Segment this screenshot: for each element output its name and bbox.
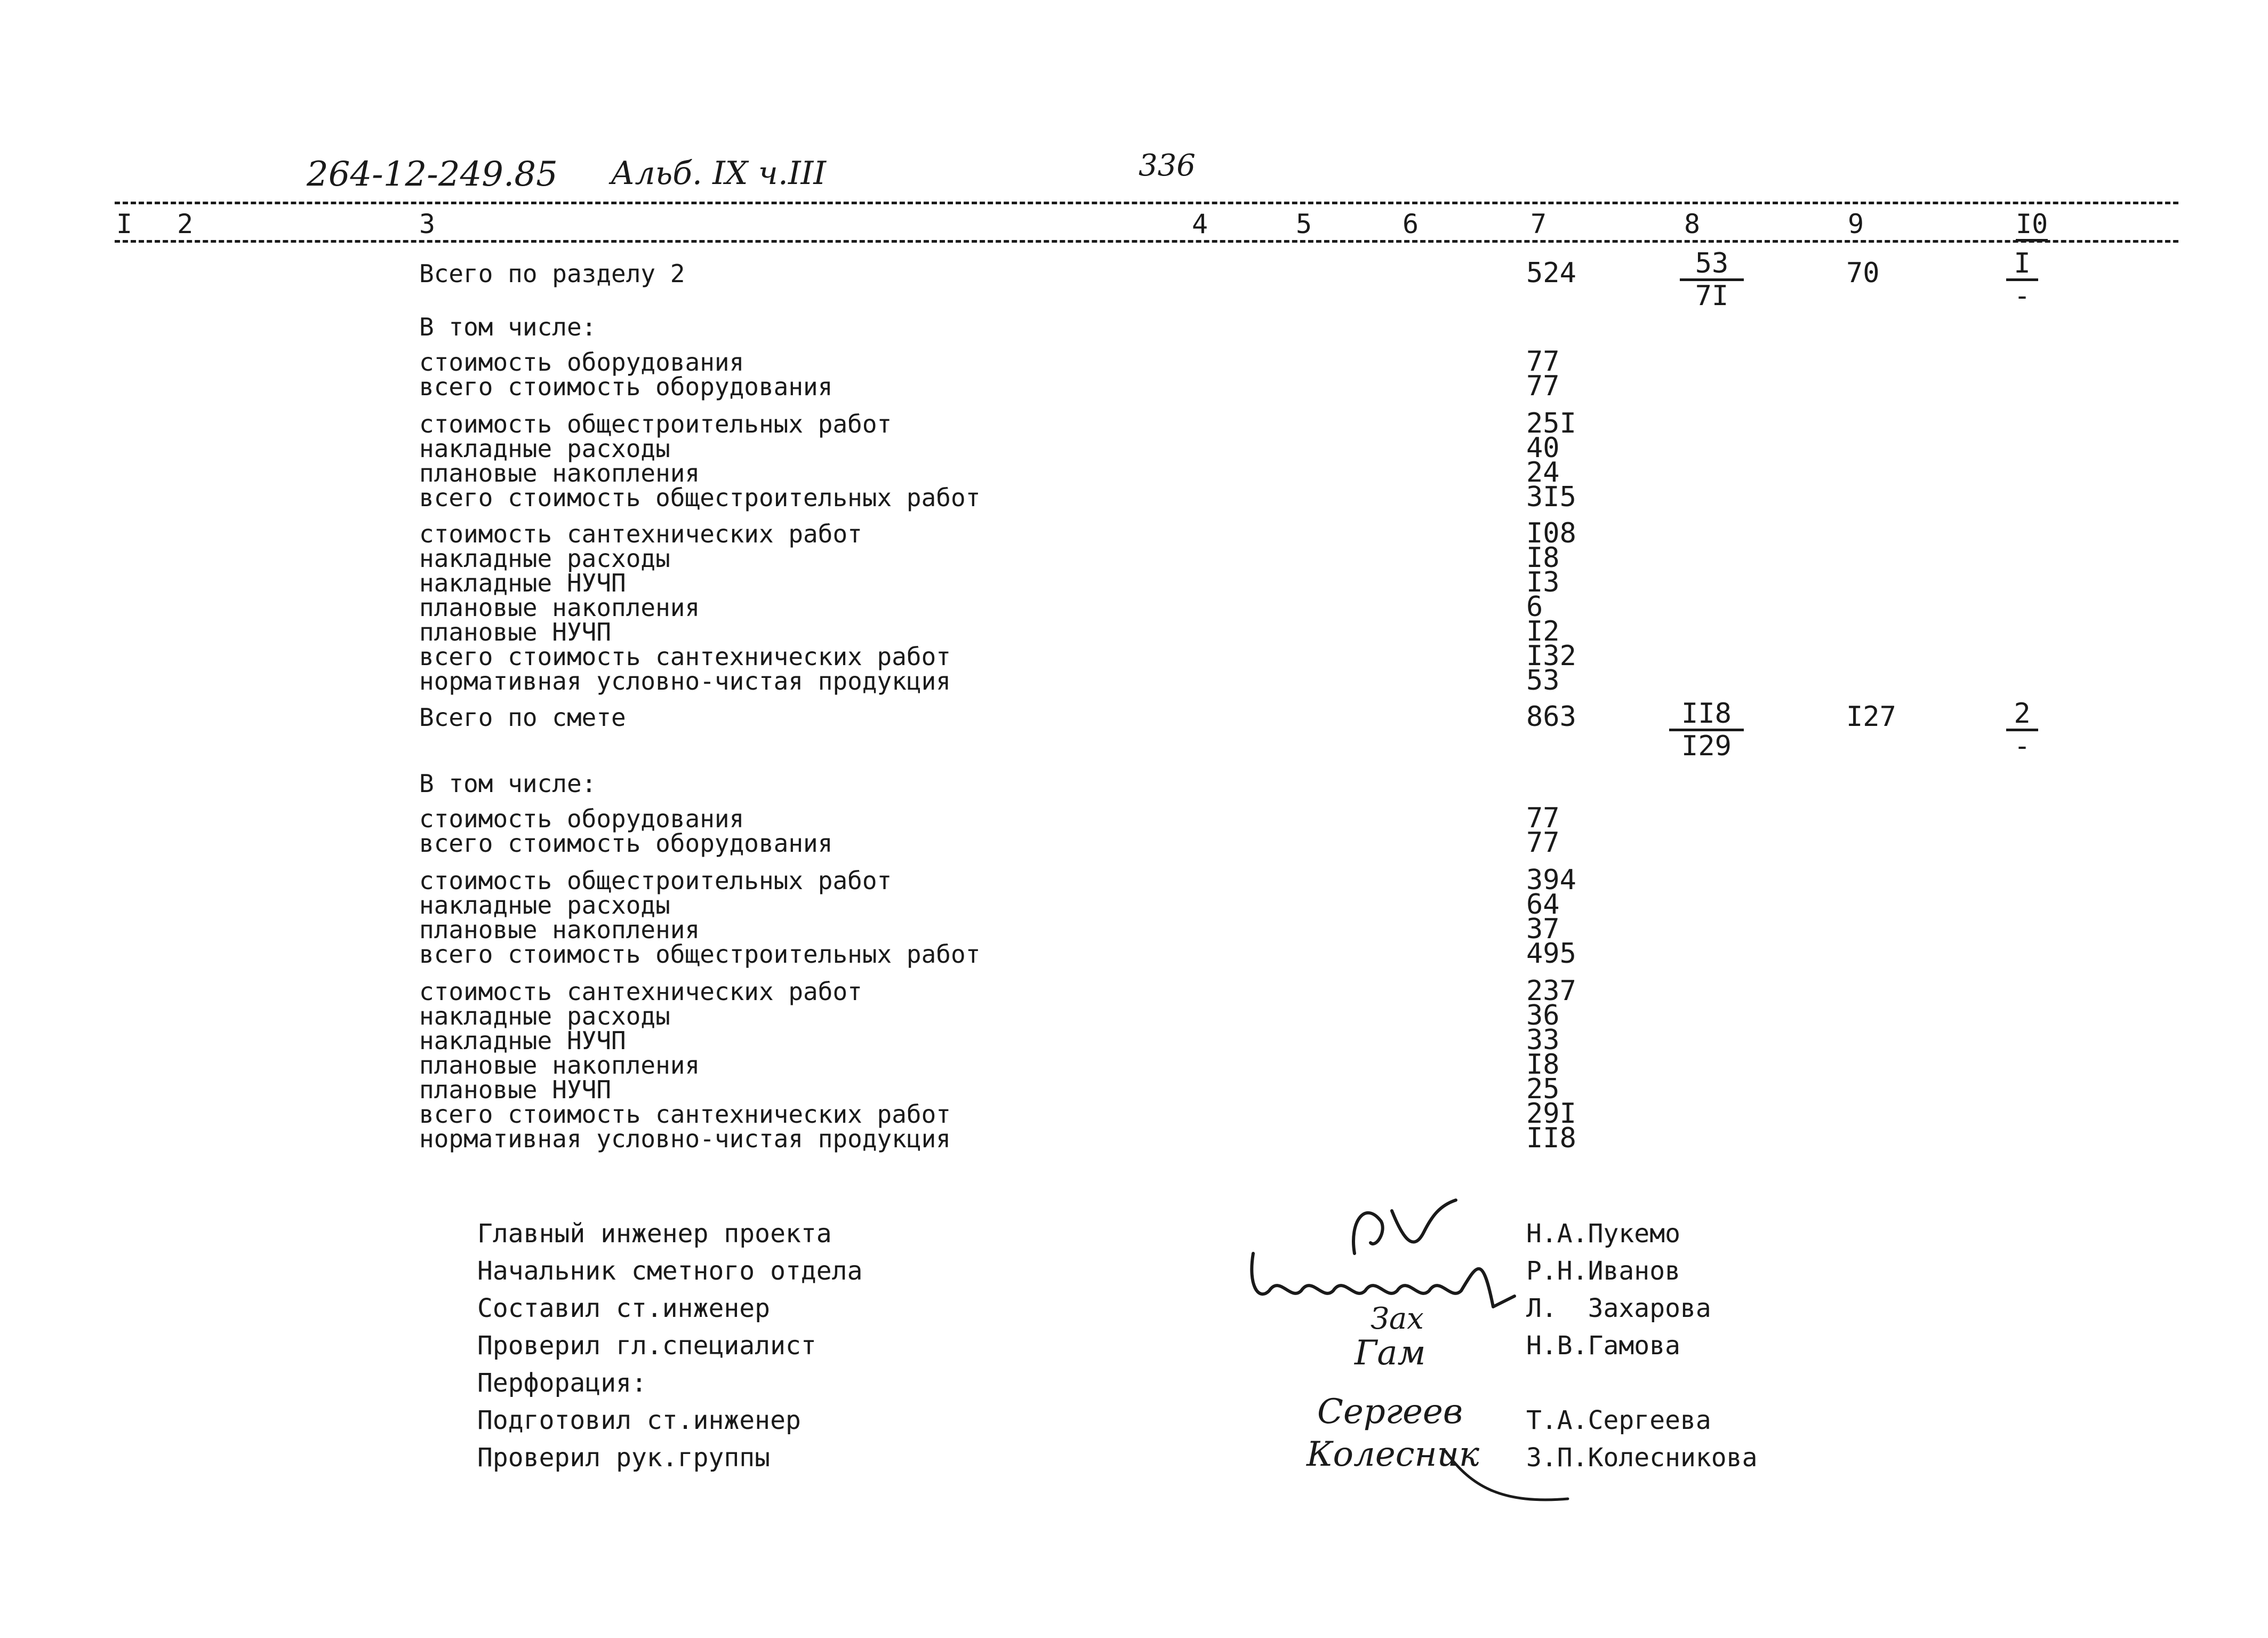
- fraction-top: 53: [1680, 249, 1744, 281]
- row-label: стоимость сантехнических работ: [419, 520, 862, 548]
- signature-name: Р.Н.Иванов: [1526, 1256, 1680, 1286]
- row-label: нормативная условно-чистая продукция: [419, 667, 951, 696]
- row-label: всего стоимость сантехнических работ: [419, 1100, 951, 1129]
- row-label: всего стоимость общестроительных работ: [419, 483, 981, 512]
- row-value: I2: [1526, 616, 1560, 648]
- row-value: 237: [1526, 975, 1576, 1007]
- row-label: стоимость общестроительных работ: [419, 866, 892, 895]
- signature-role: Проверил гл.специалист: [477, 1331, 816, 1361]
- row-value: 33: [1526, 1024, 1560, 1056]
- including-label: В том числе:: [419, 313, 597, 341]
- row-label: стоимость общестроительных работ: [419, 410, 892, 438]
- estimate-total-label: Всего по смете: [419, 703, 626, 732]
- signature-role: Составил ст.инженер: [477, 1293, 771, 1323]
- row-value: 6: [1526, 591, 1543, 623]
- column-number: 6: [1403, 209, 1419, 239]
- row-value: I3: [1526, 566, 1560, 598]
- row-label: плановые НУЧП: [419, 618, 612, 646]
- row-label: нормативная условно-чистая продукция: [419, 1124, 951, 1153]
- document-code: 264-12-249.85: [307, 155, 558, 194]
- estimate-total-col7: 863: [1526, 701, 1576, 733]
- row-value: 77: [1526, 802, 1560, 834]
- row-value: 394: [1526, 864, 1576, 896]
- row-value: 495: [1526, 938, 1576, 970]
- column-number: I: [116, 209, 133, 239]
- signature-name: З.П.Колесникова: [1526, 1443, 1758, 1473]
- estimate-total-col8: [1669, 699, 1744, 761]
- section-total-col8: [1680, 249, 1744, 311]
- row-label: накладные расходы: [419, 544, 670, 573]
- row-value: 37: [1526, 913, 1560, 945]
- row-label: стоимость сантехнических работ: [419, 977, 862, 1006]
- row-label: накладные НУЧП: [419, 1026, 626, 1055]
- column-number: I0: [2016, 209, 2048, 242]
- row-value: 3I5: [1526, 481, 1576, 513]
- fraction-bottom: -: [2014, 280, 2031, 312]
- fraction-bottom: 7I: [1695, 280, 1729, 312]
- signature-role: Подготовил ст.инженер: [477, 1405, 801, 1435]
- row-label: плановые накопления: [419, 915, 700, 944]
- row-label: всего стоимость сантехнических работ: [419, 642, 951, 671]
- page-number: 336: [1139, 148, 1196, 183]
- row-label: всего стоимость общестроительных работ: [419, 940, 981, 969]
- column-number: 3: [419, 209, 436, 239]
- row-label: плановые накопления: [419, 459, 700, 488]
- section-total-label: Всего по разделу 2: [419, 259, 685, 288]
- column-number: 9: [1848, 209, 1864, 239]
- row-label: накладные расходы: [419, 891, 670, 920]
- signature-zakharova: Зах: [1371, 1301, 1424, 1336]
- row-value: 25I: [1526, 407, 1576, 440]
- row-label: накладные расходы: [419, 1002, 670, 1030]
- row-value: 25: [1526, 1073, 1560, 1105]
- row-value: 64: [1526, 889, 1560, 921]
- row-value: 53: [1526, 665, 1560, 697]
- signature-sergeeva: Сергеев: [1317, 1392, 1463, 1432]
- column-number: 8: [1684, 209, 1701, 239]
- signature-role: Главный инженер проекта: [477, 1219, 832, 1249]
- fraction-top: II8: [1669, 699, 1744, 731]
- signature-name: Л. Захарова: [1526, 1293, 1711, 1323]
- signature-kolesnikova: Колесник: [1307, 1435, 1480, 1474]
- row-value: 77: [1526, 346, 1560, 378]
- column-number: 7: [1530, 209, 1547, 239]
- header-rule-top: [115, 202, 2178, 204]
- album-reference: Альб. IX ч.III: [611, 155, 827, 192]
- signature-gamova: Гам: [1355, 1333, 1426, 1373]
- row-label: плановые накопления: [419, 593, 700, 622]
- row-label: всего стоимость оборудования: [419, 829, 833, 858]
- row-value: 36: [1526, 1000, 1560, 1032]
- fraction-bottom: -: [2014, 730, 2031, 762]
- column-number: 5: [1296, 209, 1312, 239]
- section-total-col9: 70: [1846, 257, 1880, 289]
- column-number: 2: [177, 209, 194, 239]
- signature-name: Н.В.Гамова: [1526, 1331, 1680, 1361]
- estimate-total-col10: [2006, 699, 2038, 761]
- column-number: 4: [1192, 209, 1208, 239]
- fraction-top: I: [2006, 249, 2038, 281]
- row-value: 77: [1526, 827, 1560, 859]
- row-value: I8: [1526, 542, 1560, 574]
- row-label: плановые накопления: [419, 1051, 700, 1080]
- fraction-bottom: I29: [1681, 730, 1732, 762]
- fraction-top: 2: [2006, 699, 2038, 731]
- signature-name: Т.А.Сергеева: [1526, 1405, 1711, 1435]
- section-total-col10: [2006, 249, 2038, 311]
- row-label: накладные расходы: [419, 434, 670, 463]
- row-label: стоимость оборудования: [419, 348, 744, 377]
- row-value: I32: [1526, 640, 1576, 672]
- row-label: стоимость оборудования: [419, 804, 744, 833]
- row-value: I08: [1526, 517, 1576, 549]
- row-value: II8: [1526, 1122, 1576, 1154]
- row-label: накладные НУЧП: [419, 569, 626, 597]
- row-value: 29I: [1526, 1098, 1576, 1130]
- row-value: 40: [1526, 432, 1560, 464]
- estimate-total-col9: I27: [1846, 701, 1896, 733]
- including-label: В том числе:: [419, 769, 597, 798]
- section-total-col7: 524: [1526, 257, 1576, 289]
- signature-role: Проверил рук.группы: [477, 1443, 771, 1473]
- row-value: I8: [1526, 1049, 1560, 1081]
- row-label: плановые НУЧП: [419, 1075, 612, 1104]
- row-value: 24: [1526, 457, 1560, 489]
- signature-name: Н.А.Пукемо: [1526, 1219, 1680, 1249]
- signature-underline: [1440, 1440, 1578, 1515]
- header-rule-bottom: [115, 240, 2178, 243]
- signature-role: Перфорация:: [477, 1368, 647, 1398]
- row-value: 77: [1526, 370, 1560, 402]
- row-label: всего стоимость оборудования: [419, 372, 833, 401]
- signature-role: Начальник сметного отдела: [477, 1256, 863, 1286]
